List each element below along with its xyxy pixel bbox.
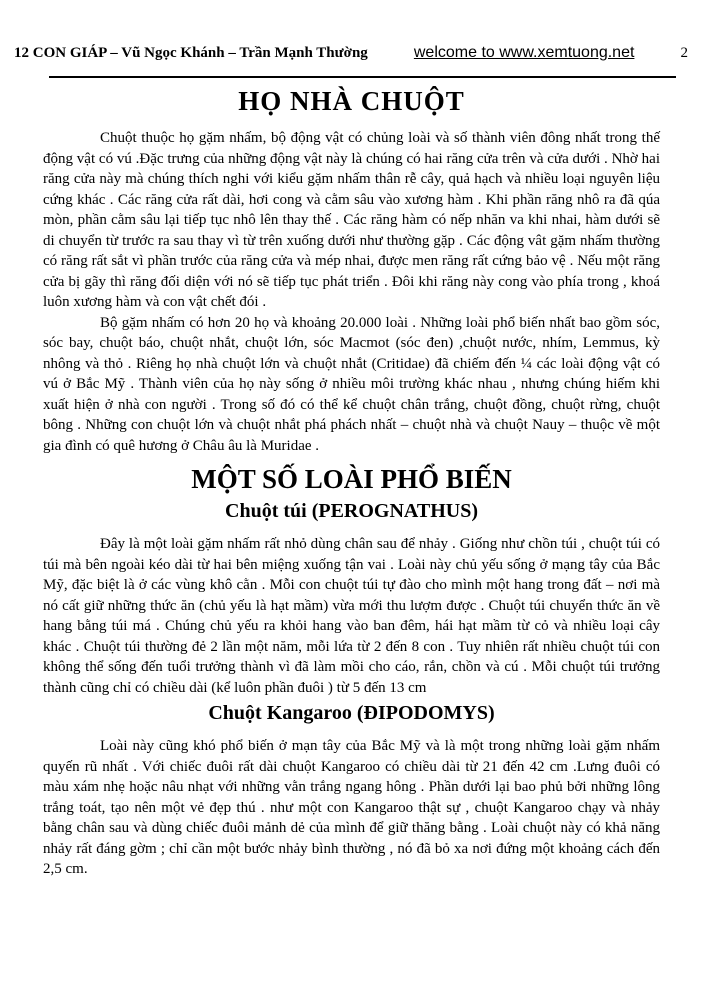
page-header bbox=[14, 44, 688, 62]
header-divider bbox=[49, 76, 676, 78]
subsection-heading-chuot-kangaroo: Chuột Kangaroo (ĐIPODOMYS) bbox=[208, 702, 495, 724]
page-title: HỌ NHÀ CHUỘT bbox=[238, 86, 465, 116]
intro-paragraph-2: Bộ gặm nhấm có hơn 20 họ và khoảng 20.000 loài . Những loài phổ biến nhất bao gồm sóc, sóc bay, chuột báo, chuột nhắt, chuột lớn, sóc Macmot (sóc đen) ,chuột nước, nhím, Lemmus, kỳ nhông và thỏ . Riêng họ nhà chuột lớn và chuột nhắt (Critidae) đã chiếm đến ¼ các loài động vật có vú ở Bắc Mỹ . Thành viên của họ này sống ở nhiều môi trường khác nhau , nhưng chúng hiếm khi xuất hiện ở nhà con người . Trong số đó có thể kể chuột chân trắng, chuột đồng, chuột rừng, chuột bông . Những con chuột lớn và chuột nhắt phá phách nhất – chuột nhà và chuột Nauy – thuộc về một gia đình có quê hương ở Châu âu là Muridae . bbox=[43, 314, 660, 454]
subsection-paragraph-chuot-kangaroo: Loài này cũng khó phổ biến ở mạn tây của Bắc Mỹ và là một trong những loài gặm nhấm quyến rũ nhất . Với chiếc đuôi rất dài chuột Kangaroo có chiều dài từ 21 đến 42 cm .Lưng đuôi có màu xám nhẹ hoặc nâu nhạt với những vằn trắng ngang hông . Phần dưới lại bao phủ bởi những lông trắng toát, tạo nên một vẻ đẹp thú . như một con Kangaroo thật sự , chuột Kangaroo chạy và nhảy bằng chân sau và dùng chiếc đuôi mảnh dẻ của mình để giữ thăng bằng . Loài chuột này có khả năng nhảy rất đáng gờm ; chỉ cần một bước nhảy bình thường , nó đã bỏ xa nơi đứng một khoảng cách đến 2,5 cm. bbox=[43, 738, 660, 877]
site-link[interactable]: welcome to www.xemtuong.net bbox=[413, 44, 635, 61]
subsection-heading-chuot-tui: Chuột túi (PEROGNATHUS) bbox=[225, 500, 478, 522]
document-content bbox=[43, 84, 660, 880]
section-title: MỘT SỐ LOÀI PHỔ BIẾN bbox=[191, 464, 512, 494]
subsection-paragraph-chuot-tui: Đây là một loài gặm nhấm rất nhỏ dùng chân sau để nhảy . Giống như chồn túi , chuột túi có túi mà bên ngoài kéo dài từ hai bên miệng xuống tận vai . Loài này chủ yếu sống ở mạng tây của Bắc Mỹ, đặc biệt là ở các vùng khô cằn . Mỗi con chuột túi tự đào cho mình một hang trong đất – nơi mà nó cất giữ những thức ăn (chủ yếu là hạt mầm) vừa mới thu lượm được . Chuột túi chuyển thức ăn về hang bằng túi má . Chúng chủ yếu ra khỏi hang vào ban đêm, hái hạt mầm từ cỏ và nhiều loại cây khác . Chuột túi thường đẻ 2 lần một năm, mỗi lứa từ 2 đến 8 con . Tuy nhiên rất nhiều chuột túi con không thể sống đến tuổi trưởng thành vì đã làm mồi cho cáo, rắn, chồn và cú . Mỗi chuột túi trưởng thành cũng chỉ có chiều dài (kể luôn phần đuôi ) từ 5 đến 13 cm bbox=[43, 536, 660, 696]
page-number: 2 bbox=[680, 45, 688, 61]
header-book-title: 12 CON GIÁP – Vũ Ngọc Khánh – Trần Mạnh Thường bbox=[14, 45, 368, 61]
intro-paragraph-1: Chuột thuộc họ gặm nhấm, bộ động vật có chủng loài và số thành viên đông nhất trong thế động vật có vú .Đặc trưng của những động vật này là chúng có hai răng cửa trên và cửa dưới . Nhờ hai răng cửa này mà chúng thích nghi với kiểu gặm nhấm thân rễ cây, quả hạch và nhiều loại nguyên liệu cứng khác . Các răng cửa rất dài, hơi cong và cằm sâu vào xương hàm . Khi phần răng nhô ra đã qúa mòn, phần cằm sâu lại tiếp tục nhô lên thay thế . Các răng hàm có nếp nhăn va khi nhai, hàm dưới sẽ di chuyển từ trước ra sau thay vì từ trên xuống dưới như thường gặp . Các động vât gặm nhấm thường có răng rất sắt vì phần trước của răng cửa và mép nhai, được men răng rất cứng bảo vệ . Nếu một răng cửa bị gãy thì răng đối diện với nó sẽ tiếp tục phát triển . Đôi khi răng này cong vào phía trong , khoá luôn xương hàm và con vật chết đói . bbox=[43, 130, 660, 310]
